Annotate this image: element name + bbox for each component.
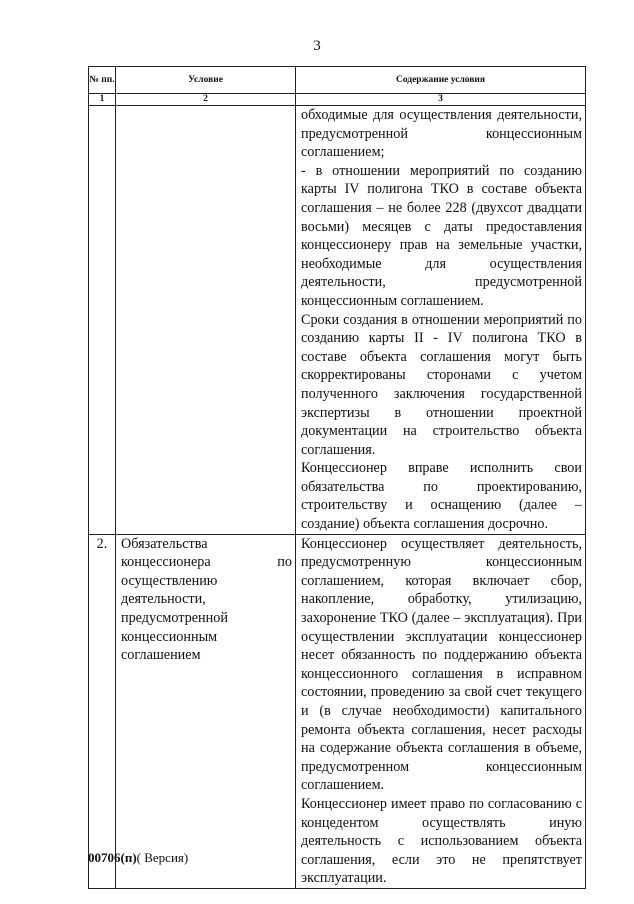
row1-paragraph-3: Сроки создания в отношении мероприятий по созданию карты II - IV полигона ТКО в составе объекта соглашения могут быть скорректированы сторонами с учетом полученного заключения государственной экспертизы в отношении проектной документации на строительство объекта соглашения. <box>301 311 582 458</box>
header-condition: Условие <box>116 67 296 94</box>
table-header-row <box>89 67 586 94</box>
row1-paragraph-4: Концессионер вправе исполнить свои обязательства по проектированию, строительству и оснащению (далее – создание) объекта соглашения досрочно. <box>301 460 582 533</box>
row2-condition-cell <box>116 534 296 888</box>
page-number: 3 <box>313 38 321 54</box>
document-version: ( Версия) <box>136 850 189 865</box>
document-footer <box>88 850 188 866</box>
row1-num-cell <box>89 106 116 535</box>
column-number-3: 3 <box>296 94 586 106</box>
row1-content-cell <box>296 106 586 535</box>
document-code: 00706(п) <box>88 850 137 865</box>
row2-paragraph-2: Концессионер имеет право по согласованию с концедентом осуществлять иную деятельность с использованием объекта соглашения, если это не препятствует эксплуатации. <box>301 795 582 887</box>
header-num: № пп. <box>89 67 116 94</box>
row2-paragraph-1: Концессионер осуществляет деятельность, предусмотренную концессионным соглашением, которая включает сбор, накопление, обработку, утилизацию, захоронение ТКО (далее – эксплуатация). При осуществлении эксплуатации концессионер несет обязанность по поддержанию объекта концессионного соглашения в исправном состоянии, проведению за свой счет текущего и (в случае необходимости) капитального ремонта объекта соглашения, несет расходы на содержание объекта соглашения в объеме, предусмотренном концессионным соглашением. <box>301 535 582 794</box>
column-number-2: 2 <box>116 94 296 106</box>
conditions-table <box>88 66 586 889</box>
row1-condition-cell <box>116 106 296 535</box>
row1-paragraph-1: обходимые для осуществления деятельности, предусмотренной концессионным соглашением; <box>301 107 582 161</box>
row2-number: 2. <box>89 534 116 888</box>
column-number-row <box>89 94 586 106</box>
header-content: Содержание условия <box>296 67 586 94</box>
table-row <box>89 534 586 888</box>
row2-condition: Обязательства концессионера по осуществлению деятельности, предусмотренной концессионным соглашением <box>121 535 292 664</box>
row2-content-cell <box>296 534 586 888</box>
table-row <box>89 106 586 535</box>
column-number-1: 1 <box>89 94 116 106</box>
row1-paragraph-2: - в отношении мероприятий по созданию карты IV полигона ТКО в составе объекта соглашения – не более 228 (двухсот двадцати восьми) месяцев с даты предоставления концессионеру прав на земельные участки, необходимые для осуществления деятельности, предусмотренной концессионным соглашением. <box>301 162 582 309</box>
